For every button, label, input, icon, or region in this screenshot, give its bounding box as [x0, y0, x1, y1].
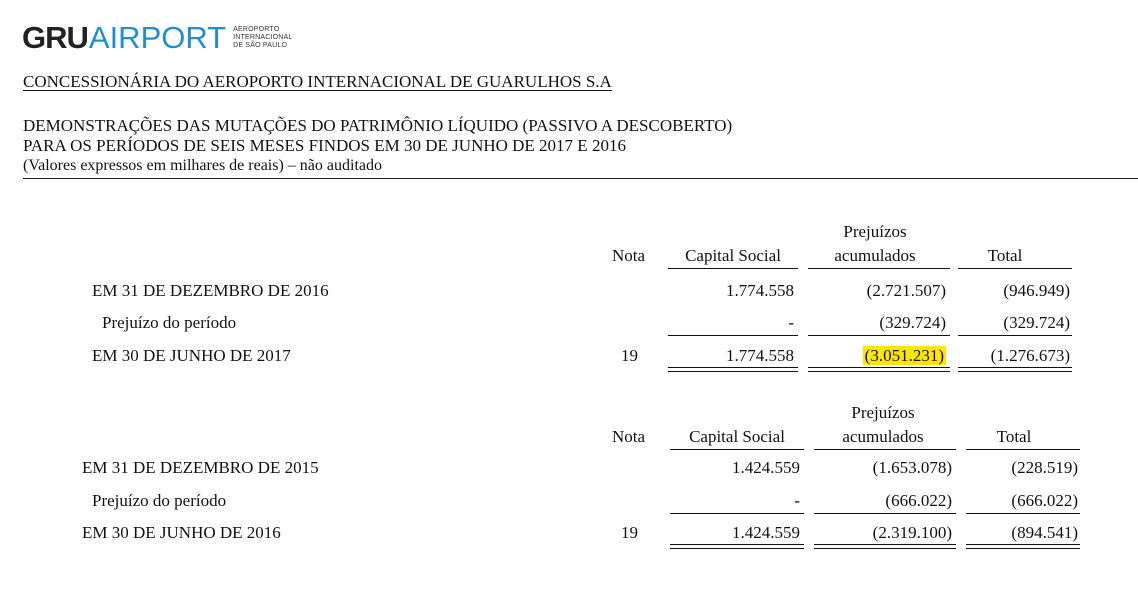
header-prejuizos-line2: acumulados	[834, 246, 916, 265]
header-nota: Nota	[612, 427, 646, 446]
subtotal-line-total	[966, 513, 1080, 514]
header-underline-prejuizos	[814, 449, 956, 450]
statement-heading	[23, 116, 732, 176]
row-label: Prejuízo do período	[102, 313, 237, 332]
row-prejuizos: (1.653.078)	[872, 458, 952, 477]
heading-line-1: DEMONSTRAÇÕES DAS MUTAÇÕES DO PATRIMÔNIO LÍQUIDO (PASSIVO A DESCOBERTO)	[23, 116, 733, 135]
row-total: (1.276.673)	[990, 346, 1070, 365]
logo-sub-line-3: DE SÃO PAULO	[233, 42, 288, 49]
header-total: Total	[996, 427, 1032, 446]
row-label: Prejuízo do período	[92, 491, 227, 510]
row-prejuizos: (2.721.507)	[866, 281, 946, 300]
header-capital-social: Capital Social	[689, 427, 785, 446]
row-total: (946.949)	[1003, 281, 1070, 300]
row-nota: 19	[621, 346, 638, 365]
total-double-line-capital	[668, 367, 798, 372]
row-total: (666.022)	[1011, 491, 1078, 510]
row-total: (228.519)	[1011, 458, 1078, 477]
logo-sub-line-2: INTERNACIONAL	[233, 34, 293, 41]
row-capital: -	[794, 491, 800, 510]
row-prejuizos	[808, 346, 946, 366]
row-label: EM 30 DE JUNHO DE 2017	[92, 346, 291, 365]
row-total: (329.724)	[1003, 313, 1070, 332]
gru-airport-logo	[22, 20, 293, 56]
subtotal-line-prejuizos	[814, 513, 956, 514]
logo-subtitle	[233, 26, 292, 50]
logo-brand-light: AIRPORT	[88, 20, 227, 55]
total-double-line-prejuizos	[814, 544, 956, 549]
logo-brand-bold: GRU	[22, 20, 88, 55]
row-capital: 1.774.558	[726, 281, 794, 300]
row-label: EM 30 DE JUNHO DE 2016	[82, 523, 281, 542]
heading-divider	[23, 178, 1138, 179]
header-underline-prejuizos	[808, 268, 950, 269]
highlighted-value: (3.051.231)	[864, 346, 944, 365]
logo-sub-line-1: AEROPORTO	[233, 26, 280, 33]
total-double-line-capital	[670, 544, 804, 549]
header-prejuizos-line1: Prejuízos	[851, 403, 915, 422]
subtotal-line-capital	[668, 335, 798, 336]
row-prejuizos: (666.022)	[885, 491, 952, 510]
header-capital-social: Capital Social	[685, 246, 781, 265]
row-capital: 1.424.559	[732, 523, 800, 542]
subtotal-line-total	[958, 335, 1072, 336]
row-capital: 1.774.558	[726, 346, 794, 365]
total-double-line-total	[966, 544, 1080, 549]
row-label: EM 31 DE DEZEMBRO DE 2015	[82, 458, 319, 477]
row-nota: 19	[621, 523, 638, 542]
total-double-line-prejuizos	[808, 367, 950, 372]
heading-line-2: PARA OS PERÍODOS DE SEIS MESES FINDOS EM 30 DE JUNHO DE 2017 E 2016	[23, 136, 626, 155]
heading-line-3: (Valores expressos em milhares de reais) – não auditado	[23, 157, 382, 174]
header-total: Total	[987, 246, 1023, 265]
header-underline-capital	[670, 449, 804, 450]
company-name: CONCESSIONÁRIA DO AEROPORTO INTERNACIONAL DE GUARULHOS S.A	[23, 72, 612, 91]
header-nota: Nota	[612, 246, 646, 265]
header-underline-total	[966, 449, 1080, 450]
row-prejuizos: (2.319.100)	[872, 523, 952, 542]
subtotal-line-prejuizos	[808, 335, 950, 336]
header-prejuizos-line1: Prejuízos	[843, 222, 907, 241]
total-double-line-total	[958, 367, 1072, 372]
subtotal-line-capital	[670, 513, 804, 514]
header-underline-total	[958, 268, 1072, 269]
row-label: EM 31 DE DEZEMBRO DE 2016	[92, 281, 329, 300]
row-capital: 1.424.559	[732, 458, 800, 477]
row-prejuizos: (329.724)	[879, 313, 946, 332]
header-underline-capital	[668, 268, 798, 269]
row-capital: -	[788, 313, 794, 332]
row-total: (894.541)	[1011, 523, 1078, 542]
header-prejuizos-line2: acumulados	[842, 427, 924, 446]
